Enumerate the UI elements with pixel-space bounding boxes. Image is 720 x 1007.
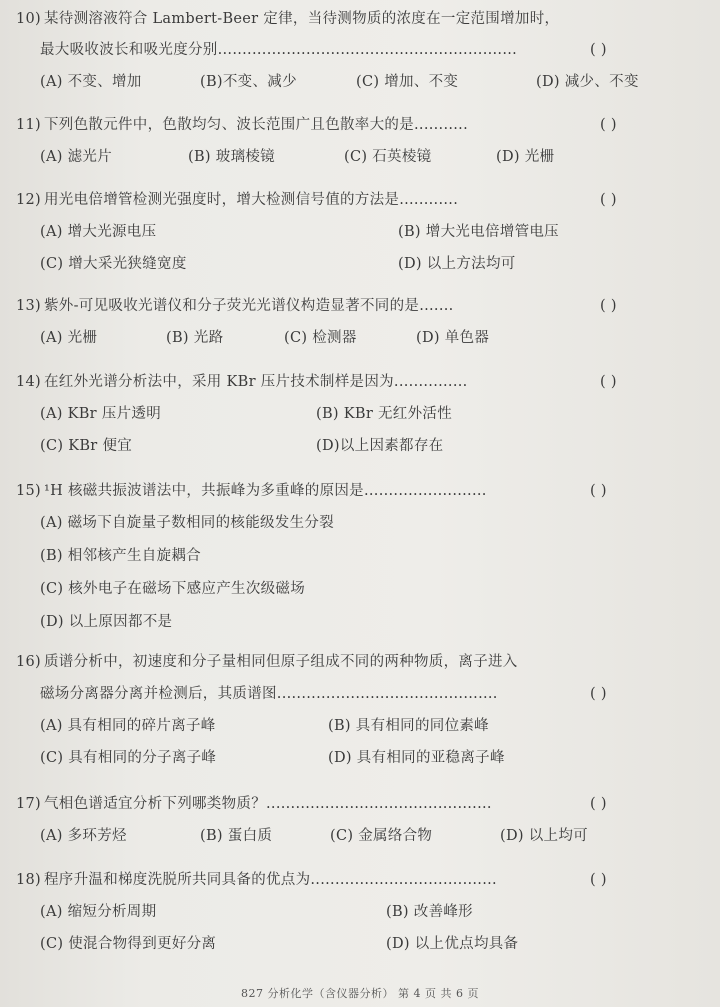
options-row (0, 253, 720, 275)
option-a: (A) 增大光源电压 (40, 224, 157, 240)
option-b: (B) 蛋白质 (200, 828, 273, 844)
answer-blank: ( ) (590, 796, 607, 812)
options-row (0, 747, 720, 769)
option-d: (D) 光栅 (496, 149, 555, 165)
question-14 (0, 371, 720, 457)
option-a: (A) 不变、增加 (40, 74, 142, 90)
question-stem (0, 869, 720, 891)
option-a: (A) 滤光片 (40, 149, 112, 165)
question-stem (0, 793, 720, 815)
question-text-continued (0, 39, 720, 61)
option-d: (D)以上因素都存在 (316, 438, 444, 454)
option-c: (C) 金属络合物 (330, 828, 433, 844)
option-d: (D) 以上优点均具备 (386, 936, 519, 952)
option-c: (C) KBr 便宜 (40, 438, 133, 454)
question-text: 某待测溶液符合 Lambert-Beer 定律，当待测物质的浓度在一定范围增加时， (44, 11, 560, 27)
question-stem (0, 189, 720, 211)
question-stem (0, 480, 720, 502)
option-a: (A) 多环芳烃 (40, 828, 127, 844)
question-text-continued (0, 683, 720, 705)
question-text: ¹H 核磁共振波谱法中，共振峰为多重峰的原因是......................... (44, 483, 487, 499)
options-row (0, 545, 720, 567)
option-a: (A) 具有相同的碎片离子峰 (40, 718, 216, 734)
option-d: (D) 单色器 (416, 330, 490, 346)
question-text: 程序升温和梯度洗脱所共同具备的优点为...................................... (44, 872, 497, 888)
option-d: (D) 具有相同的亚稳离子峰 (328, 750, 505, 766)
answer-blank: ( ) (600, 374, 617, 390)
options-row (0, 221, 720, 243)
option-a: (A) 光栅 (40, 330, 98, 346)
answer-blank: ( ) (600, 298, 617, 314)
option-d: (D) 减少、不变 (536, 74, 639, 90)
options-row (0, 403, 720, 425)
answer-blank: ( ) (590, 872, 607, 888)
option-c: (C) 石英棱镜 (344, 149, 432, 165)
option-b: (B) 增大光电倍增管电压 (398, 224, 559, 240)
option-b: (B)不变、减少 (200, 74, 297, 90)
option-c: (C) 增大采光狭缝宽度 (40, 256, 187, 272)
option-b: (B) 玻璃棱镜 (188, 149, 275, 165)
option-c: (C) 增加、不变 (356, 74, 459, 90)
question-17 (0, 793, 720, 847)
question-number: 18) (16, 872, 42, 888)
page-footer: 827 分析化学（含仪器分析） 第 4 页 共 6 页 (241, 987, 479, 1000)
question-text: 气相色谱适宜分析下列哪类物质？.............................................. (44, 796, 492, 812)
question-stem (0, 371, 720, 393)
options-row (0, 512, 720, 534)
answer-blank: ( ) (590, 686, 607, 702)
option-b: (B) 具有相同的同位素峰 (328, 718, 489, 734)
question-number: 12) (16, 192, 42, 208)
option-b: (B) 改善峰形 (386, 904, 473, 920)
question-text: 下列色散元件中，色散均匀、波长范围广且色散率大的是........... (44, 117, 468, 133)
question-number: 13) (16, 298, 42, 314)
question-10 (0, 8, 720, 93)
question-number: 11) (16, 117, 42, 133)
question-number: 10) (16, 11, 42, 27)
options-row (0, 901, 720, 923)
options-row (0, 578, 720, 600)
question-number: 16) (16, 654, 42, 670)
question-text: 用光电倍增管检测光强度时，增大检测信号值的方法是............ (44, 192, 459, 208)
question-15 (0, 480, 720, 633)
question-text: 紫外-可见吸收光谱仪和分子荧光光谱仪构造显著不同的是....... (44, 298, 454, 314)
question-stem (0, 651, 720, 673)
question-text-line2: 最大吸收波长和吸光度分别............................................................. (40, 42, 518, 58)
option-c: (C) 核外电子在磁场下感应产生次级磁场 (40, 581, 306, 597)
question-text: 在红外光谱分析法中，采用 KBr 压片技术制样是因为............... (44, 374, 468, 390)
option-b: (B) 光路 (166, 330, 224, 346)
options-row (0, 146, 720, 168)
options-row (0, 435, 720, 457)
options-row (0, 71, 720, 93)
question-number: 17) (16, 796, 42, 812)
option-b: (B) 相邻核产生自旋耦合 (40, 548, 201, 564)
question-number: 14) (16, 374, 42, 390)
option-d: (D) 以上均可 (500, 828, 588, 844)
option-c: (C) 具有相同的分子离子峰 (40, 750, 217, 766)
options-row (0, 611, 720, 633)
options-row (0, 327, 720, 349)
option-a: (A) 缩短分析周期 (40, 904, 157, 920)
option-a: (A) KBr 压片透明 (40, 406, 162, 422)
answer-blank: ( ) (590, 42, 607, 58)
question-18 (0, 869, 720, 955)
option-b: (B) KBr 无红外活性 (316, 406, 453, 422)
question-number: 15) (16, 483, 42, 499)
option-a: (A) 磁场下自旋量子数相同的核能级发生分裂 (40, 515, 334, 531)
option-d: (D) 以上原因都不是 (40, 614, 173, 630)
question-13 (0, 295, 720, 349)
question-stem (0, 295, 720, 317)
answer-blank: ( ) (590, 483, 607, 499)
options-row (0, 825, 720, 847)
question-11 (0, 114, 720, 168)
question-text: 质谱分析中，初速度和分子量相同但原子组成不同的两种物质，离子进入 (44, 654, 518, 670)
answer-blank: ( ) (600, 117, 617, 133)
options-row (0, 933, 720, 955)
question-text-line2: 磁场分离器分离并检测后，其质谱图............................................. (40, 686, 498, 702)
options-row (0, 715, 720, 737)
answer-blank: ( ) (600, 192, 617, 208)
option-c: (C) 使混合物得到更好分离 (40, 936, 217, 952)
option-d: (D) 以上方法均可 (398, 256, 516, 272)
option-c: (C) 检测器 (284, 330, 357, 346)
question-stem (0, 114, 720, 136)
question-16 (0, 651, 720, 769)
question-12 (0, 189, 720, 275)
question-stem (0, 8, 720, 30)
